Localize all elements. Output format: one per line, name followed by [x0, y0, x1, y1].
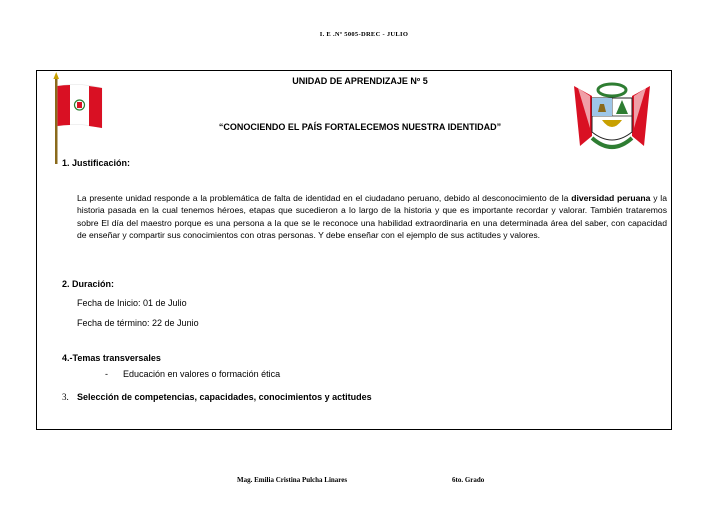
section-transversal-heading: 4.-Temas transversales	[62, 353, 161, 363]
peru-flag-icon	[50, 72, 116, 166]
bullet-text: Educación en valores o formación ética	[123, 369, 281, 379]
page-header: I. E .Nº 5005-DREC - JULIO	[319, 31, 409, 38]
coat-of-arms-icon	[570, 76, 654, 160]
section-justification-heading: 1. Justificación:	[62, 158, 131, 168]
section-duration-heading: 2. Duración:	[62, 279, 115, 289]
start-date: Fecha de Inicio: 01 de Julio	[77, 298, 187, 308]
paragraph-bold-text: diversidad peruana	[571, 193, 651, 203]
footer-author: Mag. Emilia Cristina Pulcha Linares	[237, 476, 348, 484]
unit-title: UNIDAD DE APRENDIZAJE Nº 5	[292, 76, 428, 86]
end-date: Fecha de término: 22 de Junio	[77, 318, 199, 328]
section-selection-heading: Selección de competencias, capacidades, conocimientos y actitudes	[77, 392, 372, 402]
paragraph-text-part2: y la historia pasada en la cual tenemos héroes, etapas que sucedieron a lo largo de la historia y que es importante recordar y valorar. También trataremos sobre El día del maestro porque es una persona a la que se le reconoce una habilidad extraordinaria en una determinada área del saber, con capacidad de enseñar y compartir sus conocimientos con otras personas. Y debe enseñar con el ejemplo de sus actitudes y valores.	[77, 193, 667, 240]
bullet-marker: -	[105, 369, 108, 379]
section-selection-number: 3.	[62, 392, 69, 402]
unit-subtitle: “CONOCIENDO EL PAÍS FORTALECEMOS NUESTRA IDENTIDAD”	[218, 122, 502, 132]
footer-grade: 6to. Grado	[452, 476, 485, 484]
justification-paragraph	[77, 192, 667, 241]
paragraph-text-part1: La presente unidad responde a la problemática de falta de identidad en el ciudadano peruano, debido al desconocimiento de la	[77, 193, 572, 203]
